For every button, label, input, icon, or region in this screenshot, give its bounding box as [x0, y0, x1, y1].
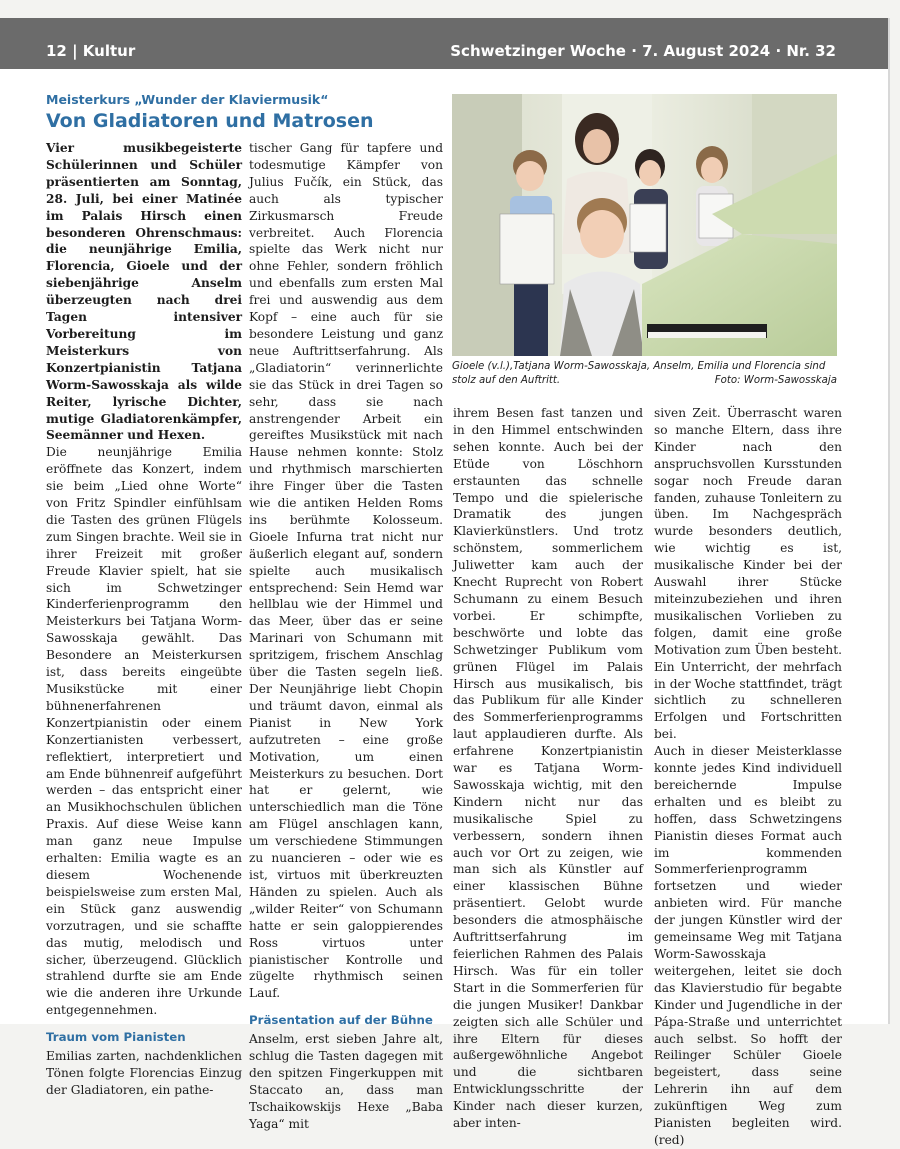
article-photo [452, 94, 837, 356]
subheading-traum: Traum vom Pianisten [46, 1030, 186, 1045]
text-column-4 [654, 405, 842, 1149]
body-paragraph: Auch in dieser Meisterklasse konnte jedes Kind individuell bereichernde Impulse erhalten und es bleibt zu hoffen, dass Schwetzingens Pianistin dieses Format auch im kommenden Sommerferienprogramm fortsetzen und wieder anbieten wird. Für manche der jungen Künstler wird der gemeinsame Weg mit Tatjana Worm-Sawosskaja weitergehen, leitet sie doch das Klavierstudio für begabte Kinder und Jugendliche in der Pápa-Straße und unterrichtet auch selbst. So hofft der Reilinger Schüler Gioele begeistert, dass seine Lehrerin ihn auf dem zukünftigen Weg zum Pianisten begleiten wird. (red) [654, 744, 842, 1147]
photo-caption [452, 360, 837, 388]
body-paragraph: siven Zeit. Überrascht waren so manche Eltern, dass ihre Kinder nach den anspruchsvollen Kursstunden sogar noch Freude daran fanden, zuhause Tonleitern zu üben. Im Nachgespräch wurde besonders deutlich, wie wichtig es ist, musikalische Kinder bei der Auswahl ihrer Stücke miteinzubeziehen und ihren musikalischen Vorlieben zu folgen, damit eine große Motivation zum Üben besteht. Ein Unterricht, der mehrfach in der Woche stattfindet, trägt sichtlich zu schnelleren Erfolgen und Fortschritten bei. [654, 406, 842, 742]
body-paragraph: Emilias zarten, nachdenklichen Tönen folgte Florencias Einzug der Gladiatoren, ein pathe- [46, 1049, 242, 1097]
text-column-3 [453, 405, 643, 1132]
publication-info: Schwetzinger Woche · 7. August 2024 · Nr. 32 [450, 42, 836, 60]
page-header [0, 18, 888, 69]
caption-text: Gioele (v.l.),Tatjana Worm-Sawosskaja, Anselm, Emilia und Florencia sind stolz auf den Auftritt. [452, 361, 826, 386]
text-column-1 [46, 140, 242, 1099]
article-kicker: Meisterkurs „Wunder der Klaviermusik“ [46, 92, 329, 107]
top-margin [0, 0, 900, 18]
text-column-2 [249, 140, 443, 1133]
body-paragraph: Anselm, erst sieben Jahre alt, schlug die Tasten dagegen mit den spitzen Fingerkuppen mit Staccato an, dass man Tschaikowskijs Hexe „Baba Yaga“ mit [249, 1032, 443, 1131]
photo-credit: Foto: Worm-Sawosskaja [714, 375, 837, 386]
subheading-praesentation: Präsentation auf der Bühne [249, 1013, 433, 1028]
article-lead: Vier musikbegeisterte Schülerinnen und Schüler präsentierten am Sonntag, 28. Juli, bei einer Matinée im Palais Hirsch einen besonderen Ohrenschmaus: die neunjährige Emilia, Florencia, Gioele und der siebenjährige Anselm überzeugten nach drei Tagen intensiver Vorbereitung im Meisterkurs von Konzertpianistin Tatjana Worm-Sawosskaja als wilde Reiter, lyrische Dichter, mutige Gladiatorenkämpfer, Seemänner und Hexen. [46, 141, 242, 443]
article-title: Von Gladiatoren und Matrosen [46, 110, 374, 132]
page-section-label: 12 | Kultur [46, 42, 136, 60]
body-paragraph: Die neunjährige Emilia eröffnete das Konzert, indem sie beim „Lied ohne Worte“ von Fritz Spindler einfühlsam die Tasten des grünen Flügels zum Singen brachte. Weil sie in ihrer Freizeit mit großer Freude Klavier spielt, hat sie sich im Schwetzinger Kinderferienprogramm den Meisterkurs bei Tatjana Worm-Sawosskaja gewählt. Das Besondere an Meisterkursen ist, dass bereits eingeübte Musikstücke mit einer bühnenerfahrenen Konzertpianistin oder einem Konzertianisten verbessert, reflektiert, interpretiert und am Ende bühnenreif aufgeführt werden – das entspricht einer an Musikhochschulen üblichen Praxis. Auf diese Weise kann man ganz neue Impulse erhalten: Emilia wagte es an diesem Wochenende beispielsweise zum ersten Mal, ein Stück ganz auswendig vorzutragen, und sie schaffte das mutig, melodisch und sicher, überzeugend. Glücklich strahlend durfte sie am Ende wie die anderen ihre Urkunde entgegennehmen. [46, 445, 242, 1018]
body-paragraph: tischer Gang für tapfere und todesmutige Kämpfer von Julius Fučík, ein Stück, das auch als typischer Zirkusmarsch Freude verbreitet. Auch Florencia spielte das Werk nicht nur ohne Fehler, sondern fröhlich und ebenfalls zum ersten Mal frei und auswendig aus dem Kopf – eine auch für sie besondere Leistung und ganz neue Auftrittserfahrung. Als „Gladiatorin“ verinnerlichte sie das Stück in drei Tagen so sehr, dass sie nach anstrengender Arbeit ein gereiftes Musikstück mit nach Hause nehmen konnte: Stolz und rhythmisch marschierten ihre Finger über die Tasten wie die antiken Helden Roms ins berühmte Kolosseum. Gioele Infurna trat nicht nur äußerlich elegant auf, sondern spielte auch musikalisch entsprechend: Sein Hemd war hellblau wie der Himmel und das Meer, über das er seine Marinari von Schumann mit spritzigem, frischem Anschlag über die Tasten segeln ließ. Der Neunjährige liebt Chopin und träumt davon, einmal als Pianist in New York aufzutreten – eine große Motivation, um einen Meisterkurs zu besuchen. Dort hat er gelernt, wie unterschiedlich man die Töne am Flügel anschlagen kann, um verschiedene Stimmungen zu nuancieren – oder wie es ist, virtuos mit überkreuzten Händen zu spielen. Auch als „wilder Reiter“ von Schumann hatte er sein galoppierendes Ross virtuos unter pianistischer Kontrolle und zügelte rhythmisch seinen Lauf. [249, 141, 443, 1001]
photo-illustration [452, 94, 837, 356]
body-paragraph: ihrem Besen fast tanzen und in den Himmel entschwinden sehen konnte. Auch bei der Etüde von Löschhorn erstaunten das schnelle Tempo und die spielerische Dramatik des jungen Klavierkünstlers. Und trotz schönstem, sommerlichem Juliwetter kam auch der Knecht Ruprecht von Robert Schumann zu einem Besuch vorbei. Er schimpfte, beschwörte und lobte das Schwetzinger Publikum vom grünen Flügel im Palais Hirsch aus musikalisch, bis das Publikum für alle Kinder des Sommerferienprogramms laut applaudieren durfte. Als erfahrene Konzertpianistin war es Tatjana Worm-Sawosskaja wichtig, mit den Kindern nicht nur das musikalische Spiel zu verbessern, sondern ihnen auch vor Ort zu zeigen, wie man sich als Künstler auf einer klassischen Bühne präsentiert. Gelobt wurde besonders die atmosphäische Auftrittserfahrung im feierlichen Rahmen des Palais Hirsch. Was für ein toller Start in die Sommerferien für die jungen Musiker! Dankbar zeigten sich alle Schüler und ihre Eltern für dieses außergewöhnliche Angebot und die sichtbaren Entwicklungsschritte der Kinder nach dieser kurzen, aber inten- [453, 406, 643, 1131]
